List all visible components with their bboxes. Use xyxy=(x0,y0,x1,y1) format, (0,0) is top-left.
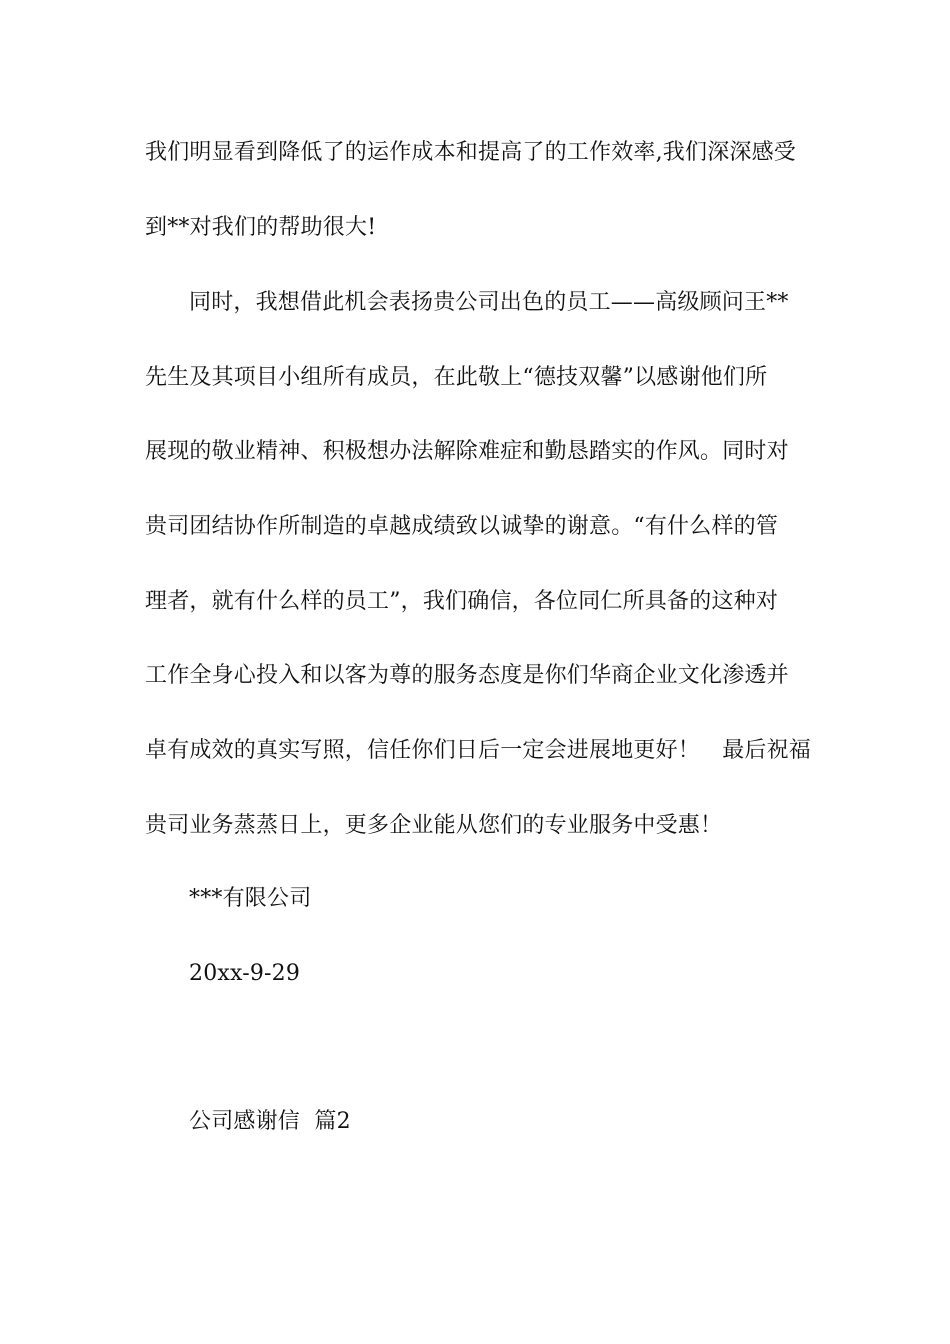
paragraph-line: 到**对我们的帮助很大! xyxy=(145,215,377,240)
paragraph-line: 同时，我想借此机会表扬贵公司出色的员工——高级顾问王** xyxy=(189,290,789,315)
paragraph-line: 工作全身心投入和以客为尊的服务态度是你们华商企业文化渗透并 xyxy=(145,663,789,688)
paragraph-line: 贵司业务蒸蒸日上，更多企业能从您们的专业服务中受惠！ xyxy=(145,813,723,838)
paragraph-line: 卓有成效的真实写照，信任你们日后一定会进展地更好！ 最后祝福 xyxy=(145,738,812,763)
signature-company: ***有限公司 xyxy=(189,886,312,911)
signature-date: 20xx-9-29 xyxy=(189,961,301,986)
paragraph-line: 先生及其项目小组所有成员，在此敬上“德技双馨”以感谢他们所 xyxy=(145,365,768,390)
paragraph-line: 贵司团结协作所制造的卓越成绩致以诚挚的谢意。“有什么样的管 xyxy=(145,514,779,539)
paragraph-line: 我们明显看到降低了的运作成本和提高了的工作效率,我们深深感受 xyxy=(145,140,796,165)
paragraph-line: 展现的敬业精神、积极想办法解除难症和勤恳踏实的作风。同时对 xyxy=(145,439,789,464)
paragraph-line: 理者，就有什么样的员工”，我们确信，各位同仁所具备的这种对 xyxy=(145,589,779,614)
section-title: 公司感谢信 篇2 xyxy=(189,1109,351,1134)
